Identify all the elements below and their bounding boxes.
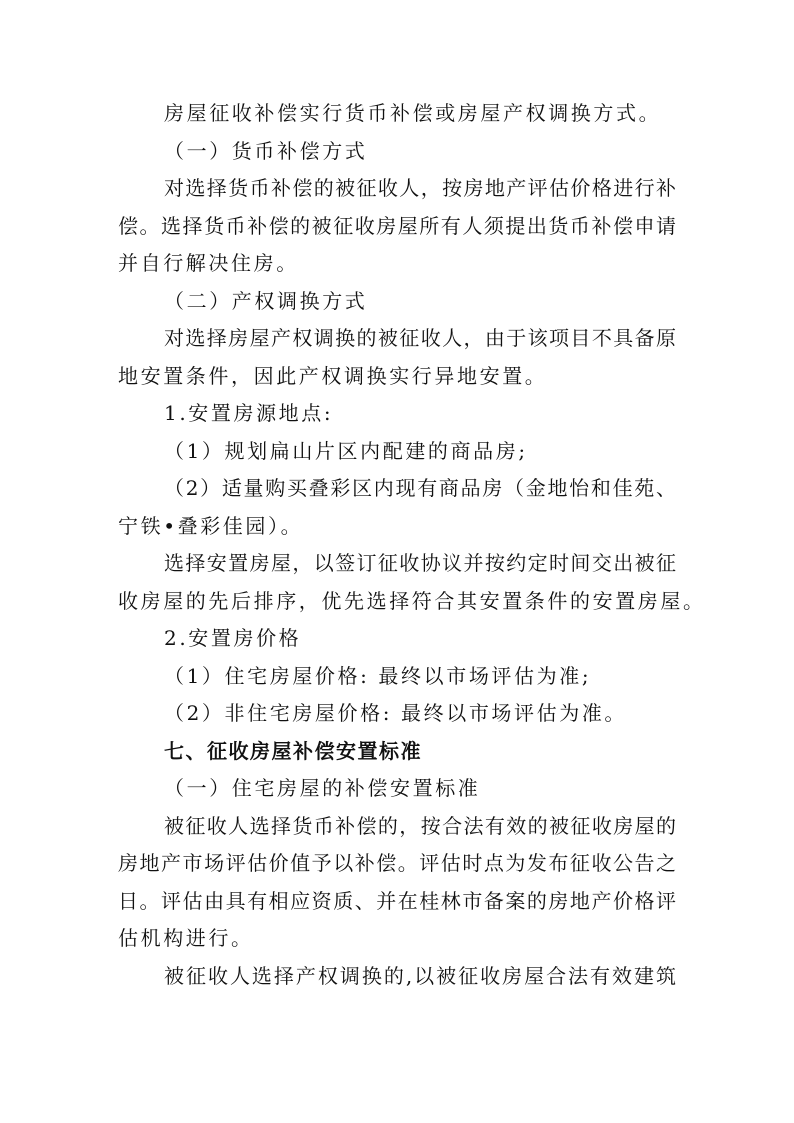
- text-line: 对选择房屋产权调换的被征收人，由于该项目不具备原: [164, 326, 676, 350]
- text-line: 地安置条件，因此产权调换实行异地安置。: [118, 363, 548, 388]
- text-line: 日。评估由具有相应资质、并在桂林市备案的房地产价格评: [118, 888, 676, 913]
- document-page: [118, 95, 706, 995]
- paragraph-compensation-methods: 房屋征收补偿实行货币补偿或房屋产权调换方式。: [164, 101, 662, 125]
- subheading-residential-standards: （一）住宅房屋的补偿安置标准: [164, 776, 481, 800]
- subitem-nonresidential-price: （2）非住宅房屋价格: 最终以市场评估为准。: [164, 701, 628, 725]
- paragraph-monetary-compensation: [118, 170, 676, 283]
- item-resettlement-price: 2.安置房价格: [164, 626, 302, 650]
- paragraph-property-exchange: [118, 320, 676, 395]
- paragraph-monetary-valuation: [118, 808, 676, 958]
- text-line: 收房屋的先后排序，优先选择符合其安置条件的安置房屋。: [118, 588, 706, 613]
- subitem-residential-price: （1）住宅房屋价格: 最终以市场评估为准;: [164, 663, 592, 688]
- subitem-location-1: （1）规划扁山片区内配建的商品房;: [164, 438, 528, 463]
- text-line: 并自行解决住房。: [118, 251, 299, 275]
- text-line: 偿。选择货币补偿的被征收房屋所有人须提出货币补偿申请: [118, 213, 676, 238]
- item-resettlement-location: 1.安置房源地点:: [164, 401, 334, 425]
- paragraph-resettlement-selection: [118, 545, 706, 620]
- text-line: 选择安置房屋，以签订征收协议并按约定时间交出被征: [164, 551, 676, 575]
- subheading-monetary-compensation: （一）货币补偿方式: [164, 138, 368, 163]
- text-line: （2）适量购买叠彩区内现有商品房（金地怡和佳苑、: [164, 476, 676, 500]
- paragraph-property-exchange-standard: 被征收人选择产权调换的,以被征收房屋合法有效建筑: [164, 963, 676, 988]
- subheading-property-exchange: （二）产权调换方式: [164, 288, 368, 313]
- text-line: 估机构进行。: [118, 926, 254, 950]
- text-line: 对选择货币补偿的被征收人，按房地产评估价格进行补: [164, 176, 676, 200]
- section-heading-compensation-standards: 七、征收房屋补偿安置标准: [164, 738, 422, 763]
- text-line: 被征收人选择货币补偿的，按合法有效的被征收房屋的: [164, 813, 676, 838]
- subitem-location-2: [118, 470, 676, 545]
- text-line: 房地产市场评估价值予以补偿。评估时点为发布征收公告之: [118, 851, 676, 875]
- text-line: 宁铁•叠彩佳园）。: [118, 513, 304, 538]
